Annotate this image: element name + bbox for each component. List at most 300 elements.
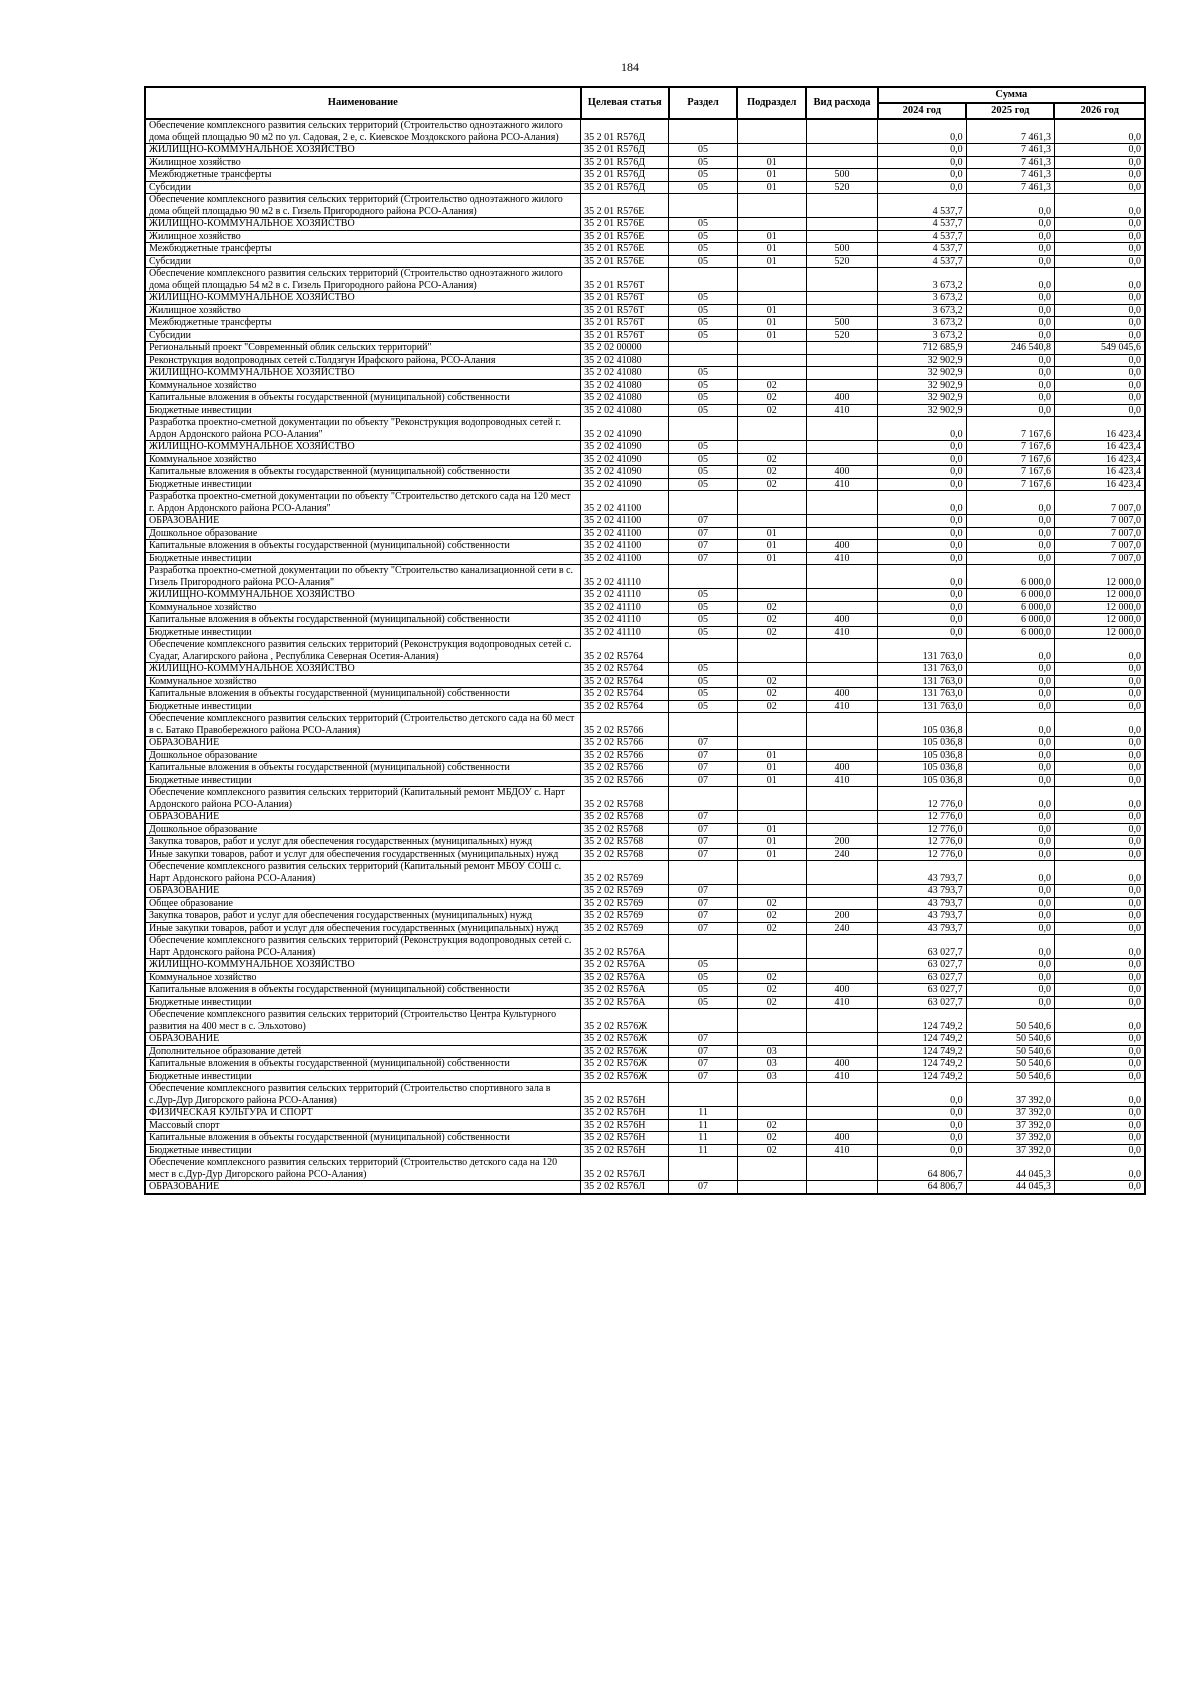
row-section: 05 — [669, 218, 737, 231]
table-row — [145, 774, 1145, 787]
row-sum-2025: 7 167,6 — [966, 478, 1054, 491]
row-target: 35 2 02 R5766 — [581, 713, 669, 737]
table-row — [145, 1070, 1145, 1083]
row-sum-2025: 0,0 — [966, 663, 1054, 676]
row-target: 35 2 02 R5764 — [581, 663, 669, 676]
row-section — [669, 1083, 737, 1107]
row-section — [669, 1157, 737, 1181]
row-sum-2026: 0,0 — [1054, 317, 1145, 330]
row-sum-2026: 0,0 — [1054, 663, 1145, 676]
row-section — [669, 268, 737, 292]
row-expense-type — [806, 639, 877, 663]
row-sum-2026: 0,0 — [1054, 1107, 1145, 1120]
row-target: 35 2 02 R576Ж — [581, 1045, 669, 1058]
row-sum-2025: 0,0 — [966, 527, 1054, 540]
row-target: 35 2 02 41080 — [581, 379, 669, 392]
row-target: 35 2 02 R5769 — [581, 861, 669, 885]
table-row — [145, 1033, 1145, 1046]
row-sum-2026: 0,0 — [1054, 848, 1145, 861]
row-sum-2024: 0,0 — [878, 478, 966, 491]
row-sum-2025: 0,0 — [966, 515, 1054, 528]
row-target: 35 2 02 R576А — [581, 971, 669, 984]
row-sum-2024: 0,0 — [878, 417, 966, 441]
row-sum-2025: 0,0 — [966, 194, 1054, 218]
row-section: 05 — [669, 169, 737, 182]
row-name: ОБРАЗОВАНИЕ — [145, 737, 581, 750]
row-expense-type: 410 — [806, 626, 877, 639]
row-sum-2026: 0,0 — [1054, 243, 1145, 256]
row-sum-2024: 124 749,2 — [878, 1009, 966, 1033]
row-target: 35 2 02 41090 — [581, 478, 669, 491]
row-subsection: 02 — [737, 466, 806, 479]
row-subsection: 02 — [737, 478, 806, 491]
row-sum-2024: 131 763,0 — [878, 639, 966, 663]
row-subsection: 02 — [737, 379, 806, 392]
row-target: 35 2 02 R576Н — [581, 1144, 669, 1157]
row-sum-2025: 0,0 — [966, 354, 1054, 367]
row-name: Межбюджетные трансферты — [145, 243, 581, 256]
row-name: Субсидии — [145, 181, 581, 194]
row-subsection: 02 — [737, 922, 806, 935]
row-name: ЖИЛИЩНО-КОММУНАЛЬНОЕ ХОЗЯЙСТВО — [145, 589, 581, 602]
row-sum-2024: 12 776,0 — [878, 823, 966, 836]
row-target: 35 2 02 41110 — [581, 626, 669, 639]
row-sum-2026: 16 423,4 — [1054, 417, 1145, 441]
row-target: 35 2 02 R5764 — [581, 675, 669, 688]
row-section: 05 — [669, 292, 737, 305]
row-sum-2026: 0,0 — [1054, 639, 1145, 663]
row-sum-2025: 7 167,6 — [966, 441, 1054, 454]
row-name: Капитальные вложения в объекты государственной (муниципальной) собственности — [145, 984, 581, 997]
row-section: 07 — [669, 1045, 737, 1058]
row-sum-2025: 0,0 — [966, 774, 1054, 787]
row-subsection: 01 — [737, 762, 806, 775]
table-row — [145, 639, 1145, 663]
row-section: 07 — [669, 527, 737, 540]
row-subsection: 01 — [737, 823, 806, 836]
row-section: 05 — [669, 700, 737, 713]
table-row — [145, 626, 1145, 639]
row-subsection — [737, 515, 806, 528]
row-subsection: 02 — [737, 1132, 806, 1145]
row-section: 07 — [669, 515, 737, 528]
row-subsection — [737, 119, 806, 144]
table-row — [145, 268, 1145, 292]
row-sum-2024: 32 902,9 — [878, 392, 966, 405]
row-expense-type: 500 — [806, 317, 877, 330]
row-subsection — [737, 1009, 806, 1033]
row-name: Разработка проектно-сметной документации по объекту "Строительство канализационной сети в с. Гизель Пригородного района РСО-Алания" — [145, 565, 581, 589]
row-sum-2026: 12 000,0 — [1054, 589, 1145, 602]
row-expense-type — [806, 959, 877, 972]
row-sum-2026: 0,0 — [1054, 230, 1145, 243]
row-sum-2026: 0,0 — [1054, 292, 1145, 305]
header-target: Целевая статья — [581, 87, 669, 119]
row-target: 35 2 02 R576А — [581, 935, 669, 959]
row-subsection: 03 — [737, 1070, 806, 1083]
row-sum-2025: 7 461,3 — [966, 181, 1054, 194]
row-expense-type — [806, 342, 877, 355]
table-row — [145, 688, 1145, 701]
row-target: 35 2 01 R576Т — [581, 304, 669, 317]
row-sum-2025: 0,0 — [966, 823, 1054, 836]
table-row — [145, 540, 1145, 553]
row-expense-type — [806, 885, 877, 898]
row-name: Обеспечение комплексного развития сельских территорий (Строительство одноэтажного жилого дома общей площадью 54 м2 в с. Гизель Пригородного района РСО-Алания) — [145, 268, 581, 292]
table-row — [145, 749, 1145, 762]
row-sum-2026: 0,0 — [1054, 922, 1145, 935]
row-name: Закупка товаров, работ и услуг для обеспечения государственных (муниципальных) нужд — [145, 910, 581, 923]
row-sum-2024: 131 763,0 — [878, 700, 966, 713]
table-row — [145, 663, 1145, 676]
row-expense-type — [806, 1107, 877, 1120]
row-sum-2025: 37 392,0 — [966, 1144, 1054, 1157]
row-section — [669, 194, 737, 218]
row-sum-2025: 0,0 — [966, 737, 1054, 750]
table-row — [145, 181, 1145, 194]
row-sum-2024: 4 537,7 — [878, 230, 966, 243]
row-sum-2025: 0,0 — [966, 491, 1054, 515]
row-name: ОБРАЗОВАНИЕ — [145, 885, 581, 898]
row-name: ЖИЛИЩНО-КОММУНАЛЬНОЕ ХОЗЯЙСТВО — [145, 218, 581, 231]
table-row — [145, 1009, 1145, 1033]
row-name: Бюджетные инвестиции — [145, 1070, 581, 1083]
row-subsection: 02 — [737, 614, 806, 627]
table-row — [145, 861, 1145, 885]
row-sum-2024: 63 027,7 — [878, 971, 966, 984]
row-subsection: 02 — [737, 984, 806, 997]
row-name: Субсидии — [145, 329, 581, 342]
row-name: Капитальные вложения в объекты государственной (муниципальной) собственности — [145, 392, 581, 405]
row-section — [669, 935, 737, 959]
row-expense-type — [806, 230, 877, 243]
row-target: 35 2 02 41110 — [581, 589, 669, 602]
row-sum-2025: 6 000,0 — [966, 626, 1054, 639]
row-sum-2024: 124 749,2 — [878, 1033, 966, 1046]
row-expense-type — [806, 453, 877, 466]
row-sum-2026: 7 007,0 — [1054, 552, 1145, 565]
table-row — [145, 935, 1145, 959]
row-expense-type — [806, 589, 877, 602]
table-row — [145, 971, 1145, 984]
row-target: 35 2 02 R576А — [581, 959, 669, 972]
row-subsection: 01 — [737, 169, 806, 182]
row-sum-2025: 0,0 — [966, 317, 1054, 330]
row-sum-2026: 0,0 — [1054, 749, 1145, 762]
row-section: 05 — [669, 317, 737, 330]
row-target: 35 2 02 41100 — [581, 540, 669, 553]
row-name: ЖИЛИЩНО-КОММУНАЛЬНОЕ ХОЗЯЙСТВО — [145, 663, 581, 676]
table-row — [145, 417, 1145, 441]
row-sum-2025: 7 167,6 — [966, 466, 1054, 479]
row-sum-2024: 131 763,0 — [878, 675, 966, 688]
row-sum-2024: 712 685,9 — [878, 342, 966, 355]
row-sum-2024: 0,0 — [878, 491, 966, 515]
row-target: 35 2 02 41100 — [581, 552, 669, 565]
row-sum-2024: 3 673,2 — [878, 292, 966, 305]
row-sum-2024: 12 776,0 — [878, 848, 966, 861]
row-section: 05 — [669, 156, 737, 169]
row-expense-type — [806, 367, 877, 380]
row-subsection — [737, 935, 806, 959]
header-2025: 2025 год — [966, 103, 1054, 119]
row-section: 05 — [669, 626, 737, 639]
table-row — [145, 404, 1145, 417]
row-section: 07 — [669, 1058, 737, 1071]
row-subsection: 01 — [737, 848, 806, 861]
row-subsection: 01 — [737, 230, 806, 243]
row-sum-2024: 43 793,7 — [878, 885, 966, 898]
row-sum-2024: 0,0 — [878, 441, 966, 454]
budget-table — [144, 86, 1146, 1195]
row-name: Бюджетные инвестиции — [145, 626, 581, 639]
row-expense-type: 400 — [806, 1132, 877, 1145]
row-target: 35 2 01 R576Т — [581, 317, 669, 330]
row-section: 05 — [669, 971, 737, 984]
row-target: 35 2 02 R5768 — [581, 836, 669, 849]
row-name: Коммунальное хозяйство — [145, 453, 581, 466]
table-row — [145, 713, 1145, 737]
row-sum-2026: 0,0 — [1054, 255, 1145, 268]
table-row — [145, 342, 1145, 355]
row-sum-2026: 16 423,4 — [1054, 453, 1145, 466]
row-name: Капитальные вложения в объекты государственной (муниципальной) собственности — [145, 688, 581, 701]
row-expense-type: 400 — [806, 1058, 877, 1071]
row-sum-2026: 0,0 — [1054, 700, 1145, 713]
row-name: Обеспечение комплексного развития сельских территорий (Строительство одноэтажного жилого дома общей площадью 90 м2 в с. Гизель Пригородного района РСО-Алания) — [145, 194, 581, 218]
table-row — [145, 910, 1145, 923]
row-subsection: 02 — [737, 453, 806, 466]
row-section: 07 — [669, 749, 737, 762]
row-section: 07 — [669, 897, 737, 910]
row-subsection — [737, 417, 806, 441]
row-target: 35 2 02 41100 — [581, 491, 669, 515]
row-target: 35 2 02 R5766 — [581, 774, 669, 787]
row-section: 05 — [669, 441, 737, 454]
row-name: Иные закупки товаров, работ и услуг для обеспечения государственных (муниципальных) нужд — [145, 922, 581, 935]
row-section: 11 — [669, 1144, 737, 1157]
row-sum-2026: 0,0 — [1054, 959, 1145, 972]
row-subsection: 02 — [737, 700, 806, 713]
row-target: 35 2 02 41090 — [581, 466, 669, 479]
row-name: Капитальные вложения в объекты государственной (муниципальной) собственности — [145, 540, 581, 553]
row-name: Иные закупки товаров, работ и услуг для обеспечения государственных (муниципальных) нужд — [145, 848, 581, 861]
row-expense-type: 400 — [806, 688, 877, 701]
row-subsection — [737, 885, 806, 898]
table-row — [145, 700, 1145, 713]
row-expense-type: 400 — [806, 984, 877, 997]
row-target: 35 2 01 R576Д — [581, 156, 669, 169]
row-expense-type — [806, 1119, 877, 1132]
row-target: 35 2 02 R5764 — [581, 700, 669, 713]
row-sum-2024: 124 749,2 — [878, 1045, 966, 1058]
row-name: ЖИЛИЩНО-КОММУНАЛЬНОЕ ХОЗЯЙСТВО — [145, 959, 581, 972]
row-sum-2026: 0,0 — [1054, 1083, 1145, 1107]
row-sum-2025: 0,0 — [966, 971, 1054, 984]
row-section: 05 — [669, 392, 737, 405]
row-subsection: 02 — [737, 626, 806, 639]
row-subsection: 02 — [737, 601, 806, 614]
table-row — [145, 144, 1145, 157]
row-sum-2026: 7 007,0 — [1054, 540, 1145, 553]
row-expense-type — [806, 601, 877, 614]
table-row — [145, 1132, 1145, 1145]
row-sum-2024: 63 027,7 — [878, 984, 966, 997]
row-target: 35 2 02 R576Н — [581, 1107, 669, 1120]
row-name: Реконструкция водопроводных сетей с.Толдзгун Ирафского района, РСО-Алания — [145, 354, 581, 367]
row-target: 35 2 01 R576Д — [581, 144, 669, 157]
row-sum-2025: 6 000,0 — [966, 589, 1054, 602]
row-subsection: 01 — [737, 774, 806, 787]
row-sum-2025: 0,0 — [966, 218, 1054, 231]
row-subsection — [737, 959, 806, 972]
row-sum-2024: 3 673,2 — [878, 317, 966, 330]
table-row — [145, 1119, 1145, 1132]
row-sum-2026: 0,0 — [1054, 836, 1145, 849]
row-sum-2024: 105 036,8 — [878, 713, 966, 737]
row-expense-type — [806, 1083, 877, 1107]
row-expense-type: 410 — [806, 1144, 877, 1157]
row-section: 05 — [669, 329, 737, 342]
table-row — [145, 329, 1145, 342]
row-sum-2026: 7 007,0 — [1054, 491, 1145, 515]
row-sum-2024: 131 763,0 — [878, 663, 966, 676]
row-sum-2026: 0,0 — [1054, 774, 1145, 787]
row-target: 35 2 02 R5768 — [581, 823, 669, 836]
row-subsection — [737, 218, 806, 231]
row-target: 35 2 02 41110 — [581, 601, 669, 614]
row-expense-type: 410 — [806, 774, 877, 787]
row-sum-2024: 63 027,7 — [878, 996, 966, 1009]
row-expense-type — [806, 565, 877, 589]
row-section: 11 — [669, 1107, 737, 1120]
row-sum-2025: 0,0 — [966, 885, 1054, 898]
row-sum-2024: 0,0 — [878, 169, 966, 182]
row-sum-2024: 0,0 — [878, 1119, 966, 1132]
row-sum-2024: 32 902,9 — [878, 379, 966, 392]
row-expense-type — [806, 417, 877, 441]
row-sum-2024: 3 673,2 — [878, 304, 966, 317]
row-section — [669, 639, 737, 663]
row-expense-type — [806, 292, 877, 305]
table-row — [145, 292, 1145, 305]
row-subsection — [737, 1181, 806, 1194]
row-sum-2025: 50 540,6 — [966, 1070, 1054, 1083]
row-target: 35 2 01 R576Е — [581, 230, 669, 243]
header-section: Раздел — [669, 87, 737, 119]
row-name: ОБРАЗОВАНИЕ — [145, 515, 581, 528]
row-sum-2025: 0,0 — [966, 675, 1054, 688]
row-sum-2024: 0,0 — [878, 119, 966, 144]
row-subsection — [737, 1107, 806, 1120]
row-name: Закупка товаров, работ и услуг для обеспечения государственных (муниципальных) нужд — [145, 836, 581, 849]
row-expense-type — [806, 491, 877, 515]
table-row — [145, 565, 1145, 589]
table-body — [145, 119, 1145, 1194]
row-name: Жилищное хозяйство — [145, 230, 581, 243]
row-section: 07 — [669, 1070, 737, 1083]
row-sum-2024: 131 763,0 — [878, 688, 966, 701]
row-expense-type — [806, 663, 877, 676]
table-row — [145, 491, 1145, 515]
row-section: 07 — [669, 922, 737, 935]
row-target: 35 2 02 R5769 — [581, 922, 669, 935]
row-sum-2025: 0,0 — [966, 848, 1054, 861]
row-name: Обеспечение комплексного развития сельских территорий (Строительство Центра Культурного развития на 400 мест в с. Эльхотово) — [145, 1009, 581, 1033]
row-expense-type: 410 — [806, 1070, 877, 1083]
table-row — [145, 367, 1145, 380]
table-row — [145, 304, 1145, 317]
row-name: Субсидии — [145, 255, 581, 268]
row-section: 07 — [669, 1181, 737, 1194]
row-expense-type — [806, 811, 877, 824]
row-name: ЖИЛИЩНО-КОММУНАЛЬНОЕ ХОЗЯЙСТВО — [145, 441, 581, 454]
row-target: 35 2 02 R576Л — [581, 1157, 669, 1181]
row-subsection — [737, 1157, 806, 1181]
row-sum-2024: 43 793,7 — [878, 910, 966, 923]
row-section — [669, 491, 737, 515]
row-target: 35 2 02 41090 — [581, 453, 669, 466]
table-row — [145, 1045, 1145, 1058]
row-subsection: 01 — [737, 540, 806, 553]
row-sum-2025: 0,0 — [966, 367, 1054, 380]
row-target: 35 2 02 R576Н — [581, 1132, 669, 1145]
row-section: 05 — [669, 614, 737, 627]
row-expense-type — [806, 354, 877, 367]
row-name: Обеспечение комплексного развития сельских территорий (Капитальный ремонт МБДОУ с. Нарт Ардонского района РСО-Алания) — [145, 787, 581, 811]
row-sum-2025: 0,0 — [966, 243, 1054, 256]
row-target: 35 2 02 41080 — [581, 392, 669, 405]
row-sum-2024: 124 749,2 — [878, 1070, 966, 1083]
table-row — [145, 737, 1145, 750]
row-sum-2024: 0,0 — [878, 515, 966, 528]
row-sum-2026: 0,0 — [1054, 404, 1145, 417]
row-sum-2024: 12 776,0 — [878, 787, 966, 811]
row-section: 05 — [669, 367, 737, 380]
row-expense-type: 410 — [806, 552, 877, 565]
row-sum-2025: 0,0 — [966, 292, 1054, 305]
row-sum-2026: 0,0 — [1054, 910, 1145, 923]
table-row — [145, 527, 1145, 540]
row-target: 35 2 02 41100 — [581, 527, 669, 540]
row-sum-2025: 0,0 — [966, 304, 1054, 317]
row-sum-2025: 0,0 — [966, 836, 1054, 849]
row-sum-2026: 0,0 — [1054, 1132, 1145, 1145]
row-expense-type: 400 — [806, 762, 877, 775]
row-sum-2025: 0,0 — [966, 935, 1054, 959]
row-name: Обеспечение комплексного развития сельских территорий (Строительство детского сада на 120 мест в с.Дур-Дур Дигорского района РСО-Алания) — [145, 1157, 581, 1181]
header-sum: Сумма — [878, 87, 1145, 103]
row-expense-type — [806, 194, 877, 218]
row-expense-type: 400 — [806, 540, 877, 553]
row-expense-type: 410 — [806, 996, 877, 1009]
row-target: 35 2 02 R5769 — [581, 885, 669, 898]
row-sum-2025: 0,0 — [966, 540, 1054, 553]
row-sum-2026: 0,0 — [1054, 811, 1145, 824]
row-expense-type: 500 — [806, 169, 877, 182]
row-section: 05 — [669, 984, 737, 997]
row-sum-2024: 0,0 — [878, 614, 966, 627]
table-row — [145, 392, 1145, 405]
table-row — [145, 478, 1145, 491]
table-row — [145, 1157, 1145, 1181]
row-sum-2024: 0,0 — [878, 156, 966, 169]
row-section: 05 — [669, 675, 737, 688]
row-expense-type — [806, 861, 877, 885]
row-sum-2024: 0,0 — [878, 466, 966, 479]
table-row — [145, 1058, 1145, 1071]
row-sum-2026: 0,0 — [1054, 156, 1145, 169]
